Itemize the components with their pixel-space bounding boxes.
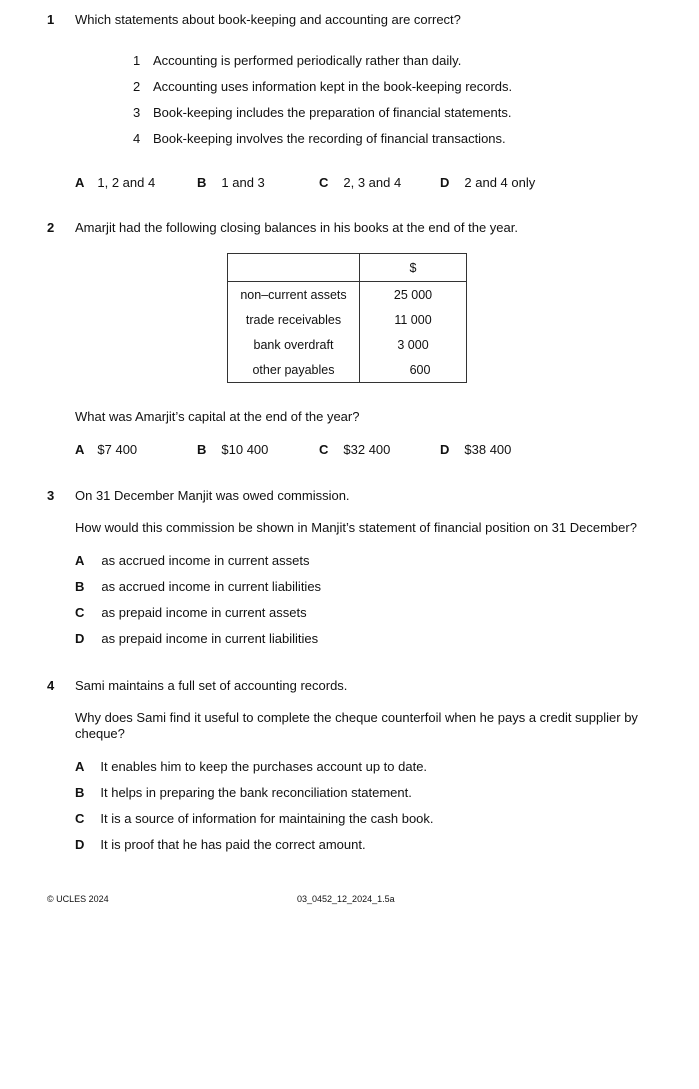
q2-number: 2	[47, 220, 55, 235]
q1-statement: 4 Book-keeping involves the recording of financial transactions.	[133, 131, 506, 146]
q1-question: Which statements about book-keeping and accounting are correct?	[75, 12, 461, 27]
q1-option-c[interactable]: C 2, 3 and 4	[319, 175, 402, 190]
q2-question: What was Amarjit’s capital at the end of the year?	[75, 409, 360, 424]
q3-option-b[interactable]: B as accrued income in current liabilities	[75, 579, 322, 594]
q4-question: Why does Sami find it useful to complete the cheque counterfoil when he pays a credit supplier by cheque?	[75, 710, 638, 741]
table-header-blank	[228, 254, 360, 282]
q2-option-c[interactable]: C $32 400	[319, 442, 391, 457]
q1-statement: 2 Accounting uses information kept in the book-keeping records.	[133, 79, 513, 94]
table-row: bank overdraft 3 000	[228, 332, 467, 357]
q3-option-a[interactable]: A as accrued income in current assets	[75, 553, 310, 568]
table-header-currency: $	[360, 254, 467, 282]
table-row: other payables 600	[228, 357, 467, 383]
footer-code: 03_0452_12_2024_1.5a	[297, 894, 395, 904]
q2-option-b[interactable]: B $10 400	[197, 442, 269, 457]
balances-table	[227, 253, 467, 383]
q4-option-b[interactable]: B It helps in preparing the bank reconciliation statement.	[75, 785, 412, 800]
table-row: trade receivables 11 000	[228, 307, 467, 332]
q2-option-a[interactable]: A $7 400	[75, 442, 138, 457]
q3-intro: On 31 December Manjit was owed commission.	[75, 488, 350, 503]
q4-option-a[interactable]: A It enables him to keep the purchases account up to date.	[75, 759, 428, 774]
q1-statement: 1 Accounting is performed periodically rather than daily.	[133, 53, 462, 68]
q4-number: 4	[47, 678, 55, 693]
q1-option-d[interactable]: D 2 and 4 only	[440, 175, 536, 190]
q3-number: 3	[47, 488, 55, 503]
q2-option-d[interactable]: D $38 400	[440, 442, 512, 457]
q1-option-a[interactable]: A 1, 2 and 4	[75, 175, 156, 190]
q2-intro: Amarjit had the following closing balances in his books at the end of the year.	[75, 220, 518, 235]
q4-intro: Sami maintains a full set of accounting records.	[75, 678, 348, 693]
q1-number: 1	[47, 12, 55, 27]
footer-copyright: © UCLES 2024	[47, 894, 109, 904]
q3-option-d[interactable]: D as prepaid income in current liabilities	[75, 631, 319, 646]
q3-option-c[interactable]: C as prepaid income in current assets	[75, 605, 307, 620]
table-row: non–current assets 25 000	[228, 282, 467, 308]
q4-option-c[interactable]: C It is a source of information for maintaining the cash book.	[75, 811, 434, 826]
q4-option-d[interactable]: D It is proof that he has paid the correct amount.	[75, 837, 366, 852]
q1-option-b[interactable]: B 1 and 3	[197, 175, 265, 190]
q1-statement: 3 Book-keeping includes the preparation of financial statements.	[133, 105, 512, 120]
q3-question: How would this commission be shown in Manjit’s statement of financial position on 31 December?	[75, 520, 637, 535]
